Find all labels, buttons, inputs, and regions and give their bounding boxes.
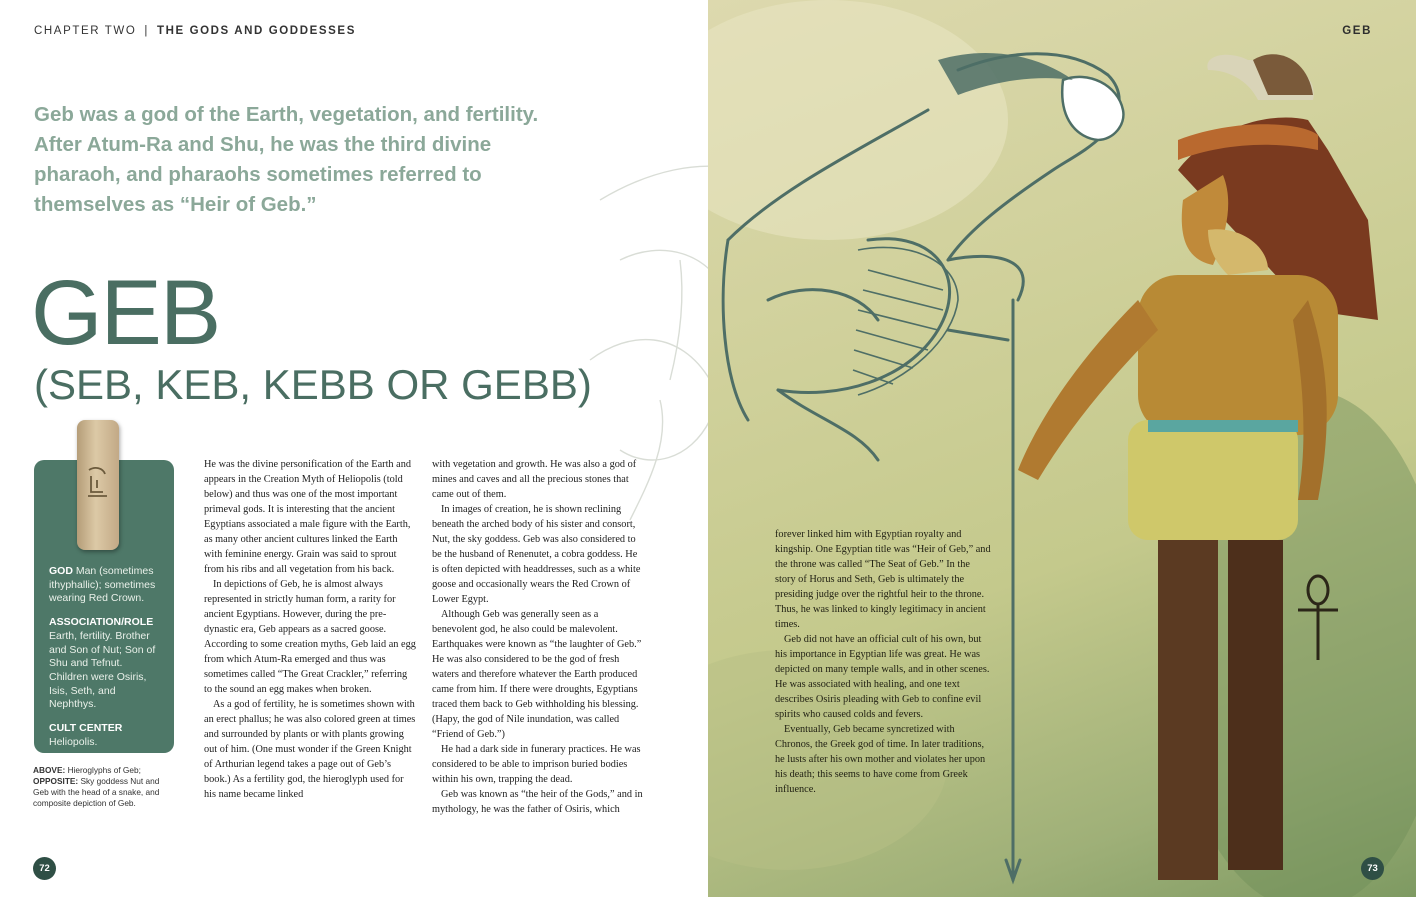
body-column-3 bbox=[775, 527, 993, 797]
fact-god-label: GOD bbox=[49, 565, 73, 577]
body-paragraph: Although Geb was generally seen as a benevolent god, he also could be malevolent. Earthquakes were known as “the laughter of Geb.” He was also considered to be the god of fresh waters and therefore whatever the Earth produced came from him. If there were droughts, Egyptians traced them back to Geb withholding his blessing. (Hapy, the god of Nile inundation, was called “Friend of Geb.”) bbox=[432, 609, 642, 740]
body-column-2 bbox=[432, 457, 645, 817]
hieroglyph-icon bbox=[85, 462, 111, 502]
fact-cult-label: CULT CENTER bbox=[49, 722, 123, 735]
fact-association-label: ASSOCIATION/ROLE bbox=[49, 616, 154, 629]
intro-paragraph: Geb was a god of the Earth, vegetation, and fertility. After Atum-Ra and Shu, he was the third divine pharaoh, and pharaohs sometimes referred to themselves as “Heir of Geb.” bbox=[34, 103, 539, 216]
hieroglyph-artifact-image bbox=[77, 420, 119, 550]
caption-above-label: ABOVE: bbox=[33, 765, 66, 775]
body-paragraph: forever linked him with Egyptian royalty and kingship. One Egyptian title was “Heir of Geb,” and the throne was called “The Seat of Geb.” In the story of Horus and Seth, Geb is ultimately the presiding judge over the rightful heir to the throne. Thus, he was linked to kingly legitimacy in ancient times. bbox=[775, 529, 991, 630]
caption-above-text: Hieroglyphs of Geb; bbox=[67, 765, 141, 775]
body-paragraph: He was the divine personification of the Earth and appears in the Creation Myth of Heliopolis (told below) and thus was one of the most important primeval gods. It is interesting that the ancient Egyptians associated a male figure with the Earth, as many other ancient cultures linked the Earth with feminine energy. Grain was said to sprout from his ribs and all vegetation from his back. bbox=[204, 459, 412, 575]
page-number-left: 72 bbox=[33, 857, 56, 880]
section-label: THE GODS AND GODDESSES bbox=[156, 25, 356, 37]
fact-god-value: Man (sometimes ithyphallic); sometimes wearing Red Crown. bbox=[49, 565, 156, 605]
right-running-header: GEB bbox=[1342, 25, 1372, 37]
header-separator: | bbox=[144, 25, 149, 37]
body-paragraph: Geb did not have an official cult of his own, but his importance in Egyptian life was great. He was depicted on many temple walls, and in other scenes. He was associated with healing, and one text describes Osiris pleading with Geb to confine evil spirits who caused colds and fevers. bbox=[775, 634, 990, 720]
body-paragraph: Eventually, Geb became syncretized with Chronos, the Greek god of time. In later traditions, he lusts after his own mother and violates her upon his death; this seems to have come from Greek influence. bbox=[775, 724, 986, 795]
fact-association-value: Earth, fertility. Brother and Son of Nut; Son of Shu and Tefnut. Children were Osiris, Isis, Seth, and Nephthys. bbox=[49, 629, 156, 711]
fact-association bbox=[49, 616, 164, 712]
body-paragraph: In depictions of Geb, he is almost always represented in strictly human form, a rarity for ancient Egyptians. However, during the pre-dynastic era, Geb appears as a sacred goose. According to some creation myths, Geb laid an egg from which Atum-Ra emerged and thus was sometimes called “The Great Crackler,” referring to the sound an egg makes when broken. bbox=[204, 579, 416, 695]
image-caption bbox=[33, 765, 173, 809]
body-paragraph: In images of creation, he is shown reclining beneath the arched body of his sister and consort, Nut, the sky goddess. Geb was also considered to be the husband of Renenutet, a cobra goddess. He is often depicted with headdresses, such as a white goose and occasionally wears the Red Crown of Lower Egypt. bbox=[432, 504, 641, 605]
fact-god bbox=[49, 565, 164, 606]
body-paragraph: As a god of fertility, he is sometimes shown with an erect phallus; he was also colored green at times and surrounded by plants or with plants growing out of him. (One must wonder if the Green Knight of Arthurian legend takes a page out of Geb’s book.) As a fertility god, the hieroglyph used for his name became linked bbox=[204, 699, 416, 800]
body-column-1 bbox=[204, 457, 417, 802]
fact-cult-center bbox=[49, 722, 164, 749]
page-subtitle: (SEB, KEB, KEBB OR GEBB) bbox=[34, 361, 592, 408]
body-paragraph: Geb was known as “the heir of the Gods,” and in mythology, he was the father of Osiris, which bbox=[432, 789, 643, 815]
chapter-label: CHAPTER TWO bbox=[34, 25, 137, 37]
running-header bbox=[34, 25, 356, 37]
caption-opposite-text: Sky goddess Nut and Geb with the head of a snake, and composite depiction of Geb. bbox=[33, 776, 160, 808]
page-number-right: 73 bbox=[1361, 857, 1384, 880]
body-paragraph: with vegetation and growth. He was also a god of mines and caves and all the precious stones that came out of them. bbox=[432, 459, 637, 500]
body-paragraph: He had a dark side in funerary practices. He was considered to be able to imprison buried bodies within his own, trapping the dead. bbox=[432, 744, 641, 785]
page-title: GEB bbox=[31, 262, 220, 364]
fact-cult-value: Heliopolis. bbox=[49, 735, 98, 748]
fact-list bbox=[49, 565, 164, 759]
caption-opposite-label: OPPOSITE: bbox=[33, 776, 79, 786]
